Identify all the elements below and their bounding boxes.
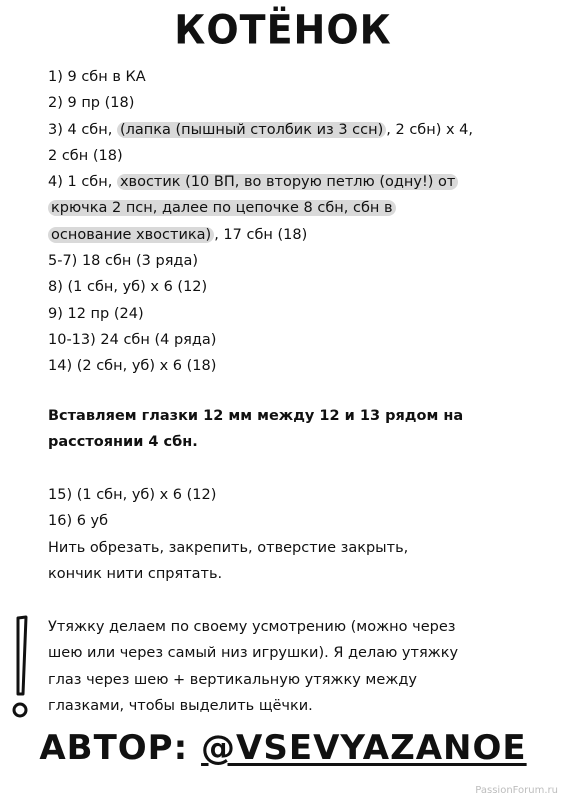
step-text: 2 сбн (18) xyxy=(48,147,123,164)
step-line xyxy=(48,301,548,327)
highlighted-text: крючка 2 псн, далее по цепочке 8 сбн, сбн в xyxy=(48,200,396,216)
step-line xyxy=(48,143,548,169)
step-line xyxy=(48,274,548,300)
tightening-note-line: глазками, чтобы выделить щёчки. xyxy=(48,697,313,714)
eyes-note xyxy=(48,403,548,456)
step-text: 3) 4 сбн, xyxy=(48,121,117,138)
final-step-line: 16) 6 уб xyxy=(48,513,109,530)
step-line xyxy=(48,222,548,248)
highlighted-text: основание хвостика) xyxy=(48,227,214,243)
step-text: 9) 12 пр (24) xyxy=(48,305,144,322)
step-line xyxy=(48,327,548,353)
step-text: 8) (1 сбн, уб) х 6 (12) xyxy=(48,279,208,296)
final-step-line: Нить обрезать, закрепить, отверстие закрыть, xyxy=(48,539,409,556)
step-line xyxy=(48,248,548,274)
tightening-note-line: шею или через самый низ игрушки). Я делаю утяжку xyxy=(48,645,459,662)
step-text: 5-7) 18 сбн (3 ряда) xyxy=(48,253,198,270)
tightening-note xyxy=(48,614,548,719)
step-text: 4) 1 сбн, xyxy=(48,174,117,191)
step-line xyxy=(48,353,548,379)
step-line xyxy=(48,64,548,90)
step-text: 2) 9 пр (18) xyxy=(48,95,135,112)
final-step-line: 15) (1 сбн, уб) х 6 (12) xyxy=(48,487,217,503)
tightening-note-line: Утяжку делаем по своему усмотрению (можно через xyxy=(48,619,456,635)
watermark: PassionForum.ru xyxy=(475,785,558,796)
eyes-note-line: расстоянии 4 сбн. xyxy=(48,434,198,451)
author-handle[interactable]: @VSEVYAZANOE xyxy=(201,728,527,768)
step-line xyxy=(48,195,548,221)
eyes-note-line: Вставляем глазки 12 мм между 12 и 13 рядом на xyxy=(48,408,464,424)
tightening-note-line: глаз через шею + вертикальную утяжку между xyxy=(48,671,417,688)
final-step-line: кончик нити спрятать. xyxy=(48,565,223,582)
final-steps xyxy=(48,482,548,587)
exclamation-icon xyxy=(6,614,36,724)
step-text: 1) 9 сбн в КА xyxy=(48,69,146,85)
author-label: АВТОР: xyxy=(39,728,189,768)
highlighted-text: (лапка (пышный столбик из 3 ссн) xyxy=(117,122,386,138)
instruction-steps xyxy=(48,64,548,380)
author-credit xyxy=(0,728,566,768)
step-text: 10-13) 24 сбн (4 ряда) xyxy=(48,331,217,348)
highlighted-text: хвостик (10 ВП, во вторую петлю (одну!) от xyxy=(117,174,458,190)
step-line xyxy=(48,117,548,143)
step-line xyxy=(48,169,548,195)
step-text: , 2 сбн) х 4, xyxy=(386,121,474,138)
step-text: 14) (2 сбн, уб) х 6 (18) xyxy=(48,358,217,375)
page-title: КОТЁНОК xyxy=(174,6,392,54)
step-text: , 17 сбн (18) xyxy=(214,226,308,243)
step-line xyxy=(48,90,548,116)
